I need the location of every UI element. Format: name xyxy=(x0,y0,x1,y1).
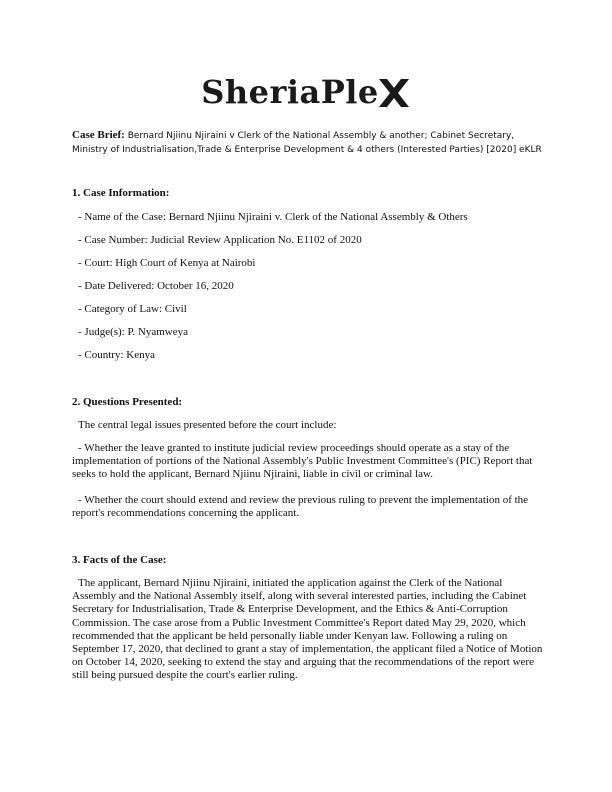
case-info-category: - Category of Law: Civil xyxy=(78,303,187,315)
questions-intro: The central legal issues presented before the court include: xyxy=(78,419,337,431)
case-info-court: - Court: High Court of Kenya at Nairobi xyxy=(78,257,256,269)
logo-x-mark-icon xyxy=(377,77,411,109)
case-info-judge: - Judge(s): P. Nyamweya xyxy=(78,326,188,338)
section-3-heading: 3. Facts of the Case: xyxy=(72,554,167,566)
logo-text: SheriaPle xyxy=(201,73,379,111)
facts-paragraph: The applicant, Bernard Njiinu Njiraini, initiated the application against the Clerk of the National Assembly and the National Assembly itself, along with several interested parties, including the Cabinet Secretary for Industrialisation, Trade & Enterprise Development, and the Ethics & Anti-Corruption Commission. The case arose from a Public Investment Committee's Report dated May 29, 2020, which recommended that the applicant be held personally liable under Kenyan law. Following a ruling on September 17, 2020, that declined to grant a stay of implementation, the applicant filed a Notice of Motion on October 14, 2020, seeking to extend the stay and arguing that the recommendations of the report were still being pursued despite the court's earlier ruling. xyxy=(72,577,543,682)
question-2: - Whether the court should extend and review the previous ruling to prevent the implementation of the report's recommendations concerning the applicant. xyxy=(72,494,529,520)
case-brief-text: Bernard Njiinu Njiraini v Clerk of the National Assembly & another; Cabinet Secretary, Ministry of Industrialisation,Trade & Enterprise Development & 4 others (Interested Parties) [2020] eKLR xyxy=(72,131,542,155)
case-info-date: - Date Delivered: October 16, 2020 xyxy=(78,280,234,292)
case-brief-label: Case Brief: xyxy=(72,129,125,141)
case-info-number: - Case Number: Judicial Review Application No. E1102 of 2020 xyxy=(78,234,362,246)
case-info-country: - Country: Kenya xyxy=(78,349,155,361)
case-brief xyxy=(72,128,542,157)
question-1: - Whether the leave granted to institute judicial review proceedings should operate as a stay of the implementation of portions of the National Assembly's Public Investment Committee's (PIC) Report that seeks to hold the applicant, Bernard Njiinu Njiraini, liable in civil or criminal law. xyxy=(72,442,533,481)
case-info-name: - Name of the Case: Bernard Njiinu Njiraini v. Clerk of the National Assembly & Others xyxy=(78,211,468,223)
section-2-heading: 2. Questions Presented: xyxy=(72,396,183,408)
section-1-heading: 1. Case Information: xyxy=(72,187,170,199)
sheriaplex-logo xyxy=(0,72,612,112)
